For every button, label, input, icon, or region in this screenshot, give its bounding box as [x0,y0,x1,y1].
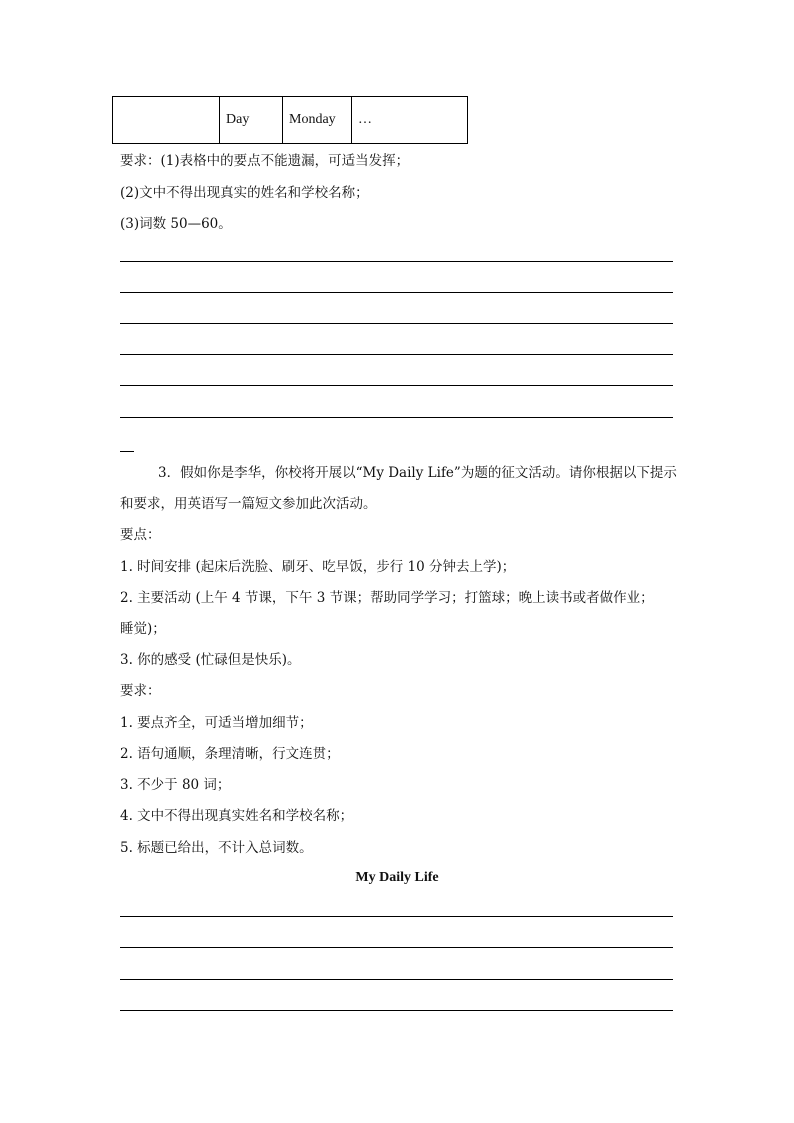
requirement-2: 2. 语句通顺，条理清晰，行文连贯； [120,746,340,762]
point-2-line-2: 睡觉)； [120,621,166,637]
answer-line [120,292,673,293]
table-row [113,97,468,144]
question-3-intro-line-1: 3．假如你是李华，你校将开展以“My Daily Life”为题的征文活动。请你根据以下提示 [158,465,677,481]
point-1: 1. 时间安排 (起床后洗脸、刷牙、吃早饭，步行 10 分钟去上学)； [120,559,516,575]
requirements-heading: 要求： [120,683,161,699]
answer-line-end [120,451,134,452]
table-cell-monday: Monday [283,97,352,144]
requirement-1: 1. 要点齐全，可适当增加细节； [120,715,313,731]
requirement-4: 4. 文中不得出现真实姓名和学校名称； [120,808,354,824]
answer-line [120,385,673,386]
requirement-5: 5. 标题已给出，不计入总词数。 [120,840,313,856]
table-cell-day: Day [220,97,283,144]
point-3: 3. 你的感受 (忙碌但是快乐)。 [120,652,301,668]
answer-line [120,979,673,980]
answer-line [120,261,673,262]
table-cell-blank [113,97,220,144]
table-cell-ellipsis: … [352,97,468,144]
requirement-line-1: 要求：(1)表格中的要点不能遗漏，可适当发挥； [120,153,410,169]
answer-line [120,417,673,418]
answer-line [120,916,673,917]
answer-line [120,323,673,324]
requirement-3: 3. 不少于 80 词； [120,777,231,793]
essay-title: My Daily Life [355,870,439,885]
requirement-line-3: (3)词数 50—60。 [120,216,232,232]
answer-line [120,354,673,355]
schedule-table [112,96,468,144]
requirement-line-2: (2)文中不得出现真实的姓名和学校名称； [120,185,369,201]
points-heading: 要点： [120,527,161,543]
question-3-intro-line-2: 和要求，用英语写一篇短文参加此次活动。 [120,496,377,512]
point-2-line-1: 2. 主要活动 (上午 4 节课，下午 3 节课；帮助同学学习；打篮球；晚上读书或者做作业； [120,590,654,606]
answer-line [120,947,673,948]
answer-line [120,1010,673,1011]
